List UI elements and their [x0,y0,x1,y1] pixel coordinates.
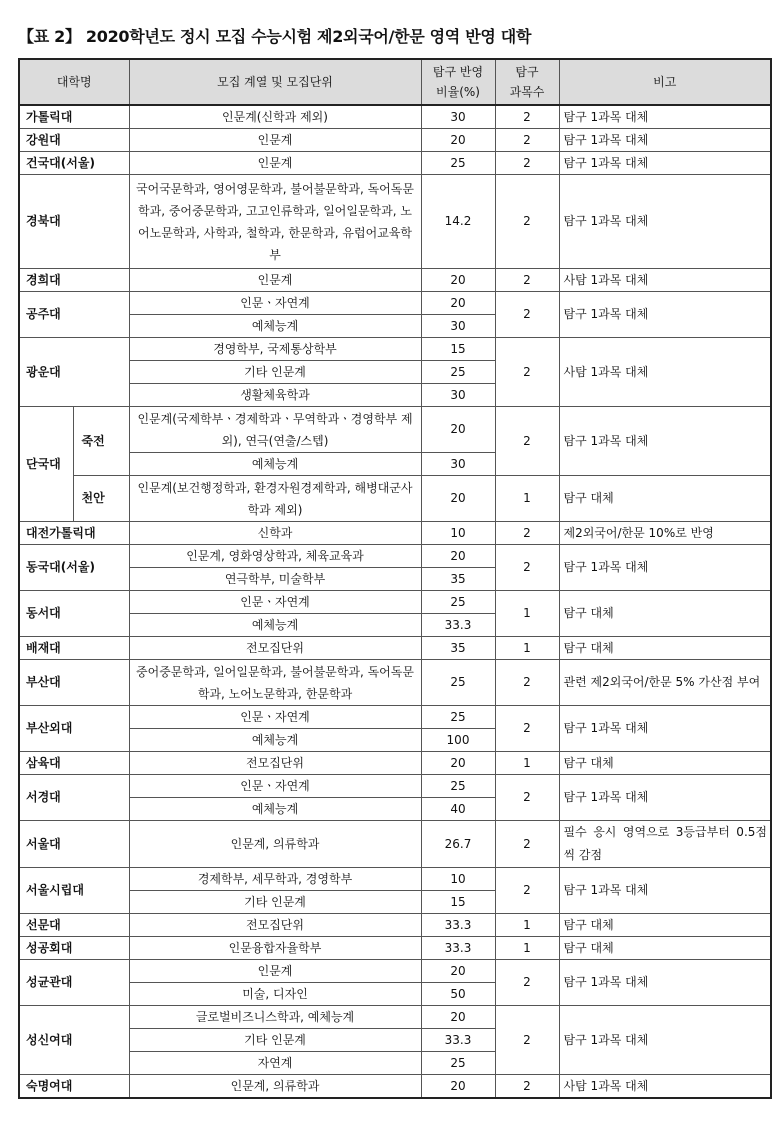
table-row [19,775,771,798]
ratio-value: 100 [421,729,495,752]
subject-count: 1 [495,937,559,960]
note-text: 탐구 1과목 대체 [559,175,771,269]
header-row [19,59,771,105]
subject-count: 2 [495,522,559,545]
recruit-unit: 인문ㆍ자연계 [129,775,421,798]
ratio-value: 14.2 [421,175,495,269]
recruit-unit: 예체능계 [129,729,421,752]
note-text: 탐구 1과목 대체 [559,105,771,129]
table-row [19,105,771,129]
subject-count: 2 [495,152,559,175]
recruit-unit: 인문ㆍ자연계 [129,706,421,729]
university-name: 선문대 [19,914,129,937]
university-name: 성공회대 [19,937,129,960]
subject-count: 2 [495,105,559,129]
note-text: 탐구 대체 [559,937,771,960]
university-name: 단국대 [19,407,73,522]
table-row [19,338,771,361]
subject-count: 2 [495,292,559,338]
recruit-unit: 예체능계 [129,453,421,476]
ratio-value: 25 [421,152,495,175]
table-row [19,591,771,614]
ratio-value: 20 [421,752,495,775]
recruit-unit: 기타 인문계 [129,891,421,914]
table-row [19,152,771,175]
ratio-value: 20 [421,960,495,983]
note-text: 탐구 대체 [559,591,771,637]
table-row [19,545,771,568]
recruit-unit: 인문계, 영화영상학과, 체육교육과 [129,545,421,568]
note-text: 탐구 대체 [559,914,771,937]
campus-name: 죽전 [73,407,129,476]
page-title: 【표 2】 2020학년도 정시 모집 수능시험 제2외국어/한문 영역 반영 대학 [18,27,532,46]
note-text: 탐구 1과목 대체 [559,407,771,476]
note-text: 관련 제2외국어/한문 5% 가산점 부여 [559,660,771,706]
recruit-unit: 중어중문학과, 일어일문학과, 불어불문학과, 독어독문학과, 노어노문학과, 한문학과 [129,660,421,706]
recruit-unit: 인문계 [129,960,421,983]
table-body [19,105,771,1098]
table-row [19,660,771,706]
recruit-unit: 인문계 [129,269,421,292]
table-row [19,1075,771,1099]
ratio-value: 50 [421,983,495,1006]
note-text: 탐구 대체 [559,476,771,522]
table-row [19,937,771,960]
university-name: 부산대 [19,660,129,706]
table-row [19,821,771,868]
note-text: 탐구 1과목 대체 [559,775,771,821]
recruit-unit: 인문계(신학과 제외) [129,105,421,129]
header-count: 탐구 과목수 [495,59,559,105]
ratio-value: 10 [421,868,495,891]
ratio-value: 25 [421,706,495,729]
recruit-unit: 자연계 [129,1052,421,1075]
table-row [19,706,771,729]
recruit-unit: 국어국문학과, 영어영문학과, 불어불문학과, 독어독문학과, 중어중문학과, 고고인류학과, 일어일문학과, 노어노문학과, 사학과, 철학과, 한문학과, 유럽어교육학부 [129,175,421,269]
recruit-unit: 인문계 [129,152,421,175]
ratio-value: 20 [421,545,495,568]
university-name: 가톨릭대 [19,105,129,129]
table-row [19,914,771,937]
subject-count: 2 [495,269,559,292]
ratio-value: 33.3 [421,937,495,960]
ratio-value: 40 [421,798,495,821]
subject-count: 1 [495,591,559,637]
subject-count: 1 [495,476,559,522]
university-name: 성균관대 [19,960,129,1006]
university-name: 서울시립대 [19,868,129,914]
subject-count: 2 [495,821,559,868]
note-text: 사탐 1과목 대체 [559,338,771,407]
note-text: 탐구 1과목 대체 [559,545,771,591]
note-text: 사탐 1과목 대체 [559,1075,771,1099]
note-text: 탐구 1과목 대체 [559,960,771,1006]
subject-count: 2 [495,660,559,706]
note-text: 탐구 대체 [559,752,771,775]
table-row [19,1006,771,1029]
university-name: 배재대 [19,637,129,660]
ratio-value: 35 [421,637,495,660]
university-name: 서울대 [19,821,129,868]
recruit-unit: 인문계, 의류학과 [129,821,421,868]
note-text: 탐구 1과목 대체 [559,706,771,752]
table-row [19,269,771,292]
recruit-unit: 미술, 디자인 [129,983,421,1006]
university-name: 동국대(서울) [19,545,129,591]
recruit-unit: 글로벌비즈니스학과, 예체능계 [129,1006,421,1029]
recruit-unit: 기타 인문계 [129,361,421,384]
university-name: 숙명여대 [19,1075,129,1099]
ratio-value: 20 [421,1075,495,1099]
recruit-unit: 전모집단위 [129,914,421,937]
ratio-value: 25 [421,660,495,706]
ratio-value: 35 [421,568,495,591]
subject-count: 1 [495,752,559,775]
ratio-value: 25 [421,775,495,798]
subject-count: 2 [495,775,559,821]
university-name: 부산외대 [19,706,129,752]
note-text: 탐구 1과목 대체 [559,868,771,914]
ratio-value: 33.3 [421,614,495,637]
recruit-unit: 전모집단위 [129,637,421,660]
subject-count: 2 [495,545,559,591]
ratio-value: 33.3 [421,1029,495,1052]
university-name: 삼육대 [19,752,129,775]
table-row [19,129,771,152]
subject-count: 2 [495,175,559,269]
header-ratio: 탐구 반영 비율(%) [421,59,495,105]
university-name: 건국대(서울) [19,152,129,175]
recruit-unit: 예체능계 [129,614,421,637]
ratio-value: 26.7 [421,821,495,868]
recruit-unit: 인문계(보건행정학과, 환경자원경제학과, 해병대군사학과 제외) [129,476,421,522]
ratio-value: 20 [421,407,495,453]
table-row [19,522,771,545]
ratio-value: 30 [421,315,495,338]
university-name: 강원대 [19,129,129,152]
ratio-value: 10 [421,522,495,545]
university-name: 동서대 [19,591,129,637]
ratio-value: 30 [421,105,495,129]
campus-name: 천안 [73,476,129,522]
ratio-value: 15 [421,891,495,914]
ratio-value: 30 [421,453,495,476]
ratio-value: 25 [421,361,495,384]
note-text: 사탐 1과목 대체 [559,269,771,292]
subject-count: 1 [495,637,559,660]
recruit-unit: 예체능계 [129,315,421,338]
recruit-unit: 인문계(국제학부ㆍ경제학과ㆍ무역학과ㆍ경영학부 제외), 연극(연출/스텝) [129,407,421,453]
ratio-value: 20 [421,1006,495,1029]
university-name: 공주대 [19,292,129,338]
table-row [19,752,771,775]
table-row [19,292,771,315]
ratio-value: 33.3 [421,914,495,937]
university-name: 대전가톨릭대 [19,522,129,545]
note-text: 탐구 1과목 대체 [559,129,771,152]
table-row [19,407,771,453]
subject-count: 2 [495,960,559,1006]
table-row [19,960,771,983]
university-name: 광운대 [19,338,129,407]
recruit-unit: 인문ㆍ자연계 [129,591,421,614]
ratio-value: 15 [421,338,495,361]
header-note: 비고 [559,59,771,105]
university-name: 성신여대 [19,1006,129,1075]
note-text: 탐구 대체 [559,637,771,660]
university-name: 경희대 [19,269,129,292]
recruit-unit: 인문ㆍ자연계 [129,292,421,315]
recruit-unit: 생활체육학과 [129,384,421,407]
ratio-value: 20 [421,129,495,152]
recruit-unit: 인문융합자율학부 [129,937,421,960]
recruit-unit: 신학과 [129,522,421,545]
recruit-unit: 예체능계 [129,798,421,821]
table-row [19,175,771,269]
recruit-unit: 전모집단위 [129,752,421,775]
note-text: 탐구 1과목 대체 [559,1006,771,1075]
ratio-value: 20 [421,476,495,522]
admissions-table [18,58,772,1099]
recruit-unit: 경영학부, 국제통상학부 [129,338,421,361]
note-text: 제2외국어/한문 10%로 반영 [559,522,771,545]
table-row [19,868,771,891]
header-univ: 대학명 [19,59,129,105]
ratio-value: 20 [421,269,495,292]
ratio-value: 25 [421,591,495,614]
table-row [19,637,771,660]
ratio-value: 30 [421,384,495,407]
subject-count: 1 [495,914,559,937]
recruit-unit: 인문계 [129,129,421,152]
recruit-unit: 경제학부, 세무학과, 경영학부 [129,868,421,891]
subject-count: 2 [495,1075,559,1099]
header-unit: 모집 계열 및 모집단위 [129,59,421,105]
ratio-value: 25 [421,1052,495,1075]
university-name: 서경대 [19,775,129,821]
subject-count: 2 [495,338,559,407]
university-name: 경북대 [19,175,129,269]
subject-count: 2 [495,1006,559,1075]
note-text: 탐구 1과목 대체 [559,152,771,175]
table-row [19,476,771,522]
ratio-value: 20 [421,292,495,315]
subject-count: 2 [495,868,559,914]
recruit-unit: 기타 인문계 [129,1029,421,1052]
recruit-unit: 인문계, 의류학과 [129,1075,421,1099]
note-text: 필수 응시 영역으로 3등급부터 0.5점씩 감점 [559,821,771,868]
subject-count: 2 [495,706,559,752]
recruit-unit: 연극학부, 미술학부 [129,568,421,591]
note-text: 탐구 1과목 대체 [559,292,771,338]
subject-count: 2 [495,407,559,476]
subject-count: 2 [495,129,559,152]
